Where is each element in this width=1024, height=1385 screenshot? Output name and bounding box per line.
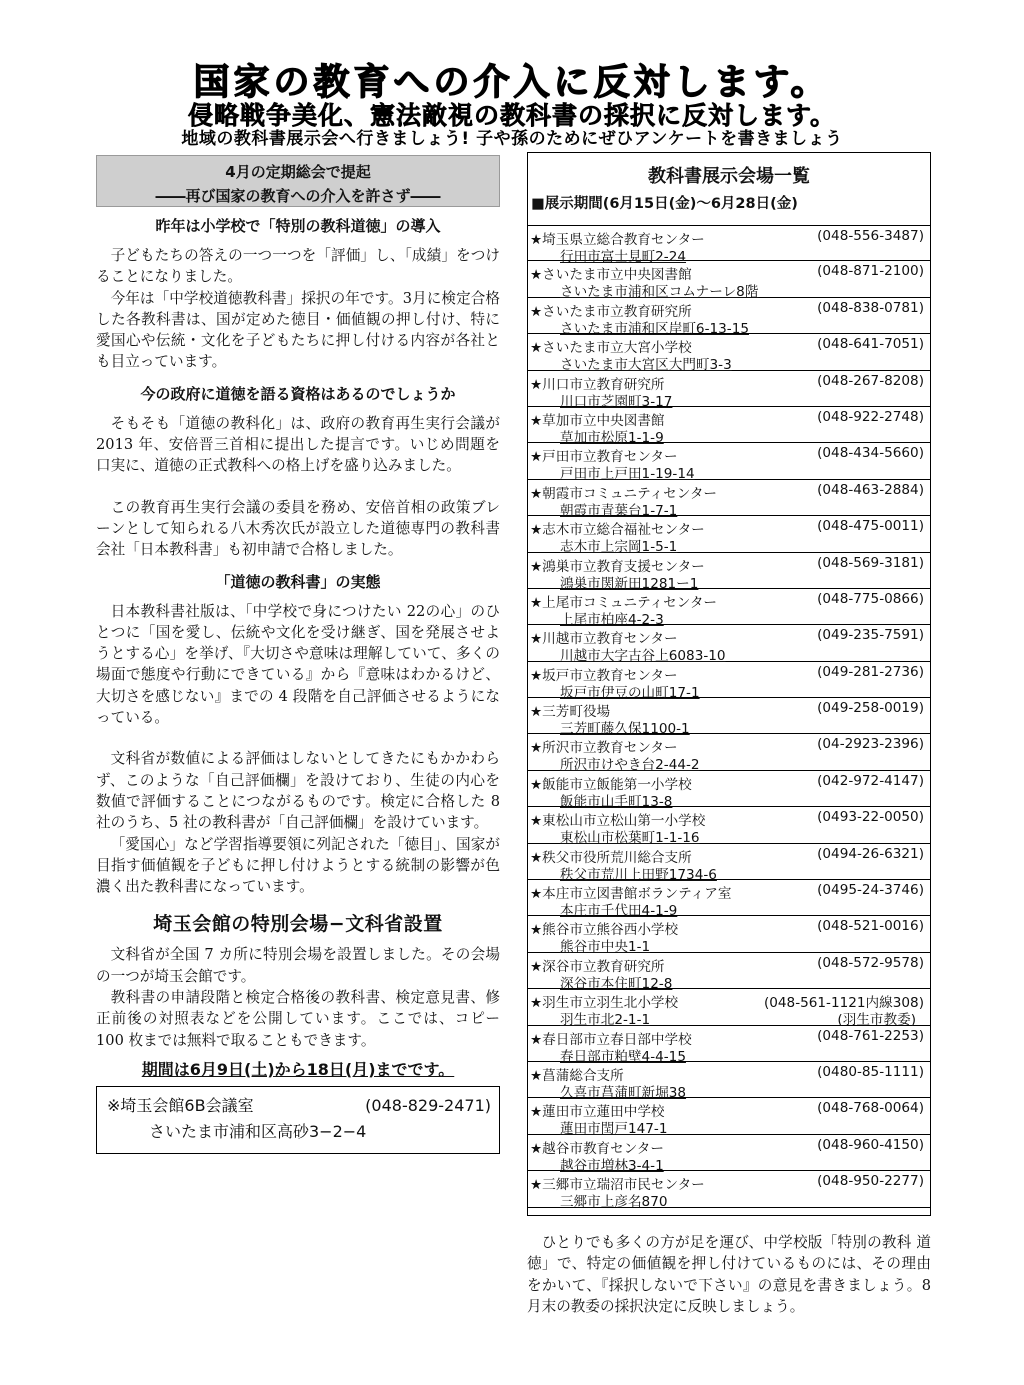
site-name: ★坂戸市立教育センター <box>530 667 678 684</box>
site-address: 行田市富士見町2-24 <box>560 249 687 265</box>
paragraph: 子どもたちの答えの一つ一つを「評価」し、「成績」をつけることになりました。 <box>96 247 500 286</box>
site-name: ★飯能市立飯能第一小学校 <box>530 776 692 793</box>
exhibition-site <box>528 734 930 774</box>
site-phone: (049-235-7591) <box>817 627 924 644</box>
exhibition-site <box>528 844 930 883</box>
exhibition-site <box>528 480 930 519</box>
site-phone: (048-521-0016) <box>817 918 924 935</box>
site-phone: (048-922-2748) <box>817 408 924 425</box>
site-phone: (04-2923-2396) <box>817 736 924 753</box>
site-phone: (042-972-4147) <box>817 772 924 789</box>
site-address: 朝霞市青葉台1-7-1 <box>560 502 678 519</box>
site-phone: (049-281-2736) <box>817 663 924 680</box>
main-subtitle: 侵略戦争美化、憲法敵視の教科書の採択に反対します。 <box>187 101 836 130</box>
site-address: 戸田市上戸田1-19-14 <box>560 466 695 483</box>
spacer <box>96 477 500 497</box>
site-phone: (048-267-8208) <box>817 372 924 389</box>
site-name: ★東松山市立松山第一小学校 <box>530 813 706 830</box>
site-address: 秩父市荒川上田野1734-6 <box>560 866 717 883</box>
paragraph: 日本教科書社版は、「中学校で身につけたい 22の心」のひとつに「国を愛し、伝統や文化を受け継ぎ、国を発展させようとする心」を挙げ、『大切さや意味は理解していて、多くの場面で態度や行動にできている』から『意味はわかるけど、大切さを感じない』までの 4 段階を自己評価させるようになっている。 <box>96 602 500 727</box>
paragraph: 文科省が全国 7 カ所に特別会場を設置しました。その会場の一つが埼玉会館です。 <box>96 946 500 985</box>
exhibition-site <box>528 625 930 665</box>
site-address: 久喜市菖蒲町新堀38 <box>560 1084 687 1101</box>
site-address: 熊谷市中央1-1 <box>560 939 651 956</box>
site-name: ★所沢市立教育センター <box>530 740 678 757</box>
paragraph: この教育再生実行会議の委員を務め、安倍首相の政策ブレーンとして知られる八木秀次氏が設立した道徳専門の教科書会社「日本教科書」も初申請で合格しました。 <box>96 498 500 559</box>
exhibition-site <box>528 1026 930 1065</box>
site-name: ★本庄市立図書館ボランティア室 <box>530 886 732 903</box>
spacer <box>96 728 500 748</box>
venue-phone: (048-829-2471) <box>365 1095 491 1115</box>
site-address: さいたま市浦和区コムナーレ8階 <box>560 284 759 301</box>
section-heading-large: 埼玉会館の特別会場−文科省設置 <box>153 913 443 936</box>
site-address: 東松山市松葉町1-1-16 <box>560 830 700 847</box>
venue-box <box>96 1086 500 1154</box>
site-phone: (048-950-2277) <box>817 1173 924 1190</box>
exhibition-site <box>528 298 930 337</box>
exhibition-site <box>528 989 930 1029</box>
site-name: ★春日部市立春日部中学校 <box>530 1031 692 1048</box>
venue-name: ※埼玉会館6B会議室 <box>107 1095 254 1115</box>
site-name: ★さいたま市立教育研究所 <box>530 303 692 320</box>
exhibition-list-box <box>527 152 931 1216</box>
exhibition-site <box>528 953 930 992</box>
site-phone: (048-561-1121内線308) <box>763 995 924 1012</box>
meeting-banner-title: 4月の定期総会で提起 <box>225 163 371 181</box>
meeting-banner-subtitle: ――再び国家の教育への介入を許さず―― <box>155 187 441 205</box>
site-note: (羽生市教委) <box>837 1012 916 1029</box>
site-name: ★朝霞市コミュニティセンター <box>530 485 718 502</box>
exhibition-site <box>528 225 930 265</box>
paragraph: 文科省が数値による評価はしないとしてきたにもかかわらず、このような「自己評価欄」を設けており、生徒の内心を数値で評価することにつながるものです。検定に合格した 8 社のうち、5 社の教科書が「自己評価欄」を設けています。 <box>96 750 500 832</box>
site-name: ★さいたま市立中央図書館 <box>530 267 692 284</box>
site-name: ★蓮田市立蓮田中学校 <box>530 1104 665 1121</box>
meeting-banner <box>96 155 500 207</box>
site-phone: (048-556-3487) <box>817 228 924 244</box>
site-phone: (048-775-0866) <box>817 590 924 607</box>
site-phone: (0495-24-3746) <box>817 882 924 899</box>
exhibition-list-title: 教科書展示会場一覧 <box>648 166 810 187</box>
site-address: 春日部市粕壁4-4-15 <box>560 1048 686 1065</box>
exhibition-site <box>528 443 930 483</box>
exhibition-site <box>528 553 930 592</box>
site-phone: (048-475-0011) <box>817 518 924 535</box>
site-address: 川口市芝園町3-17 <box>560 393 673 410</box>
exhibition-site-list <box>528 225 930 1211</box>
site-address: 所沢市けやき台2-44-2 <box>560 757 700 774</box>
site-name: ★越谷市教育センター <box>530 1140 664 1157</box>
site-address: さいたま市浦和区岸町6-13-15 <box>560 320 749 337</box>
special-venue-period: 期間は6月9日(土)から18日(月)までです。 <box>141 1059 455 1079</box>
site-address: 三郷市上彦名870 <box>560 1194 668 1211</box>
paragraph: 今年は「中学校道徳教科書」採択の年です。3月に検定合格した各教科書は、国が定めた徳目・価値観の押し付け、特に愛国心や伝統・文化を子どもたちに押し付ける内容が各社とも目立っています。 <box>96 289 500 371</box>
site-name: ★川口市立教育研究所 <box>530 376 665 393</box>
site-address: 坂戸市伊豆の山町17-1 <box>560 684 700 701</box>
site-phone: (0480-85-1111) <box>817 1063 924 1080</box>
exhibition-site <box>528 771 930 810</box>
site-name: ★熊谷市立熊谷西小学校 <box>530 922 679 939</box>
site-address: 草加市松原1-1-9 <box>560 429 664 446</box>
site-name: ★菖蒲総合支所 <box>530 1067 624 1084</box>
site-address: 三芳町藤久保1100-1 <box>560 721 690 738</box>
exhibition-site <box>528 261 930 301</box>
exhibition-site <box>528 1098 930 1138</box>
site-name: ★さいたま市立大宮小学校 <box>530 340 692 357</box>
site-phone: (048-761-2253) <box>817 1027 924 1044</box>
site-name: ★三芳町役場 <box>530 704 611 721</box>
site-address: 志木市上宗岡1-5-1 <box>560 539 678 556</box>
site-phone: (048-569-3181) <box>817 554 924 571</box>
paragraph: 教科書の申請段階と検定合格後の教科書、検定意見書、修正前後の対照表などを公開しています。ここでは、コピー 100 枚までは無料で取ることもできます。 <box>96 989 500 1049</box>
exhibition-site <box>528 1135 930 1174</box>
site-address: 羽生市北2-1-1 <box>560 1012 651 1029</box>
exhibition-site <box>528 516 930 556</box>
site-name: ★三郷市立瑞沼市民センター <box>530 1177 705 1194</box>
site-phone: (048-572-9578) <box>817 954 924 971</box>
site-name: ★草加市立中央図書館 <box>530 412 665 429</box>
tagline: 地域の教科書展示会へ行きましょう! 子や孫のためにぜひアンケートを書きましょう <box>181 129 843 149</box>
site-phone: (048-434-5660) <box>817 445 924 462</box>
exhibition-site <box>528 807 930 847</box>
site-address: 蓮田市閏戸147-1 <box>560 1121 668 1138</box>
paragraph: そもそも「道徳の教科化」は、政府の教育再生実行会議が 2013 年、安倍晋三首相に提出した提言です。いじめ問題を口実に、道徳の正式教科への格上げを盛り込みました。 <box>96 414 500 475</box>
exhibition-site <box>528 407 930 446</box>
exhibition-site <box>528 1171 930 1211</box>
exhibition-site <box>528 916 930 956</box>
site-name: ★戸田市立教育センター <box>530 449 678 466</box>
site-phone: (0494-26-6321) <box>817 845 924 862</box>
section-heading: 「道徳の教科書」の実態 <box>215 572 381 591</box>
site-phone: (048-960-4150) <box>817 1136 924 1153</box>
site-name: ★川越市立教育センター <box>530 631 678 648</box>
venue-address: さいたま市浦和区高砂3−2−4 <box>149 1121 367 1141</box>
site-address: 川越市大字古谷上6083-10 <box>560 648 726 665</box>
main-title: 国家の教育への介入に反対します。 <box>193 62 831 103</box>
site-address: 越谷市増林3-4-1 <box>560 1157 664 1174</box>
site-address: 本庄市千代田4-1-9 <box>560 903 678 920</box>
site-name: ★羽生市立羽生北小学校 <box>530 995 679 1012</box>
exhibition-site <box>528 698 930 738</box>
exhibition-site <box>528 334 930 374</box>
section-heading: 昨年は小学校で「特別の教科道徳」の導入 <box>155 217 441 235</box>
closing-paragraph: ひとりでも多くの方が足を運び、中学校版「特別の教科 道徳」で、特定の価値観を押し付けているものには、その理由をかいて、『採択しないで下さい』の意見を書きましょう。8 月末の教委の採択決定に反映しましょう。 <box>527 1234 931 1315</box>
site-name: ★志木市立総合福祉センター <box>530 522 705 539</box>
site-phone: (048-838-0781) <box>817 299 924 316</box>
site-phone: (048-463-2884) <box>817 481 924 498</box>
site-address: 飯能市山手町13-8 <box>560 793 673 810</box>
exhibition-site <box>528 880 930 920</box>
site-name: ★深谷市立教育研究所 <box>530 958 665 975</box>
exhibition-period: ■展示期間(6月15日(金)〜6月28日(金) <box>531 196 798 212</box>
site-phone: (0493-22-0050) <box>817 809 924 826</box>
paragraph: 「愛国心」など学習指導要領に列記された「徳目」、国家が目指す価値観を子どもに押し付けようとする統制の影響が色濃く出た教科書になっています。 <box>96 835 500 896</box>
site-phone: (048-871-2100) <box>817 263 924 280</box>
site-name: ★埼玉県立総合教育センター <box>530 232 705 248</box>
site-address: さいたま市大宮区大門町3-3 <box>560 357 732 374</box>
left-column <box>96 155 500 1154</box>
site-name: ★上尾市コミュニティセンター <box>530 594 718 611</box>
site-name: ★鴻巣市立教育支援センター <box>530 558 705 575</box>
exhibition-site <box>528 1062 930 1101</box>
exhibition-site <box>528 589 930 628</box>
site-phone: (048-768-0064) <box>817 1100 924 1117</box>
site-address: 鴻巣市関新田1281ー1 <box>560 575 699 592</box>
exhibition-site <box>528 371 930 410</box>
site-name: ★秩父市役所荒川総合支所 <box>530 849 692 866</box>
exhibition-site <box>528 662 930 701</box>
site-phone: (048-641-7051) <box>817 336 924 353</box>
site-phone: (049-258-0019) <box>817 700 924 717</box>
site-address: 上尾市柏座4-2-3 <box>560 611 664 628</box>
section-heading: 今の政府に道徳を語る資格はあるのでしょうか <box>140 384 456 403</box>
site-address: 深谷市本住町12-8 <box>560 975 673 992</box>
